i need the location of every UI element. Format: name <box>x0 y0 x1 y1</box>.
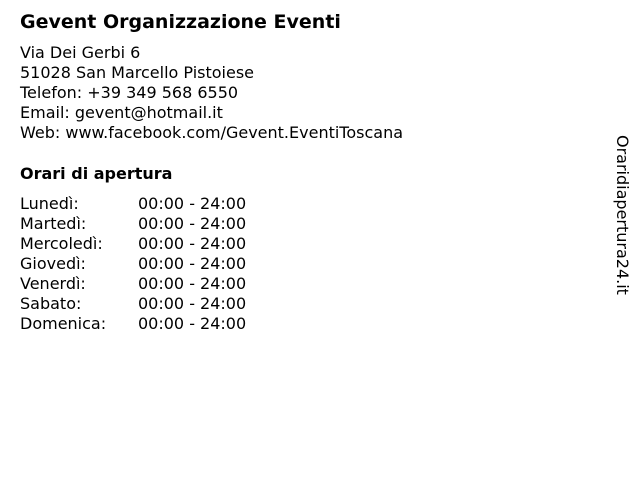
hours-row-friday <box>20 274 280 294</box>
time-range: 00:00 - 24:00 <box>138 234 247 253</box>
address-street: Via Dei Gerbi 6 <box>20 43 141 62</box>
hours-row-monday <box>20 194 280 214</box>
day-label: Venerdì: <box>20 274 86 293</box>
hours-row-thursday <box>20 254 280 274</box>
phone-line: Telefon: +39 349 568 6550 <box>20 83 239 102</box>
site-watermark: Orari​diapertura24.it <box>613 135 632 295</box>
address-city: 51028 San Marcello Pistoiese <box>20 63 255 82</box>
opening-hours-table <box>20 194 280 334</box>
day-label: Lunedì: <box>20 194 79 213</box>
hours-row-sunday <box>20 314 280 334</box>
day-label: Sabato: <box>20 294 82 313</box>
time-range: 00:00 - 24:00 <box>138 194 247 213</box>
time-range: 00:00 - 24:00 <box>138 294 247 313</box>
day-label: Domenica: <box>20 314 107 333</box>
time-range: 00:00 - 24:00 <box>138 314 247 333</box>
web-line: Web: www.facebook.com/Gevent.EventiToscana <box>20 123 404 142</box>
time-range: 00:00 - 24:00 <box>138 274 247 293</box>
time-range: 00:00 - 24:00 <box>138 214 247 233</box>
email-line: Email: gevent@hotmail.it <box>20 103 223 122</box>
opening-hours-heading: Orari di apertura <box>20 164 173 183</box>
business-name: Gevent Organizzazione Eventi <box>20 11 341 33</box>
time-range: 00:00 - 24:00 <box>138 254 247 273</box>
hours-row-saturday <box>20 294 280 314</box>
day-label: Martedì: <box>20 214 87 233</box>
contact-block <box>20 43 403 143</box>
day-label: Mercoledì: <box>20 234 103 253</box>
hours-row-wednesday <box>20 234 280 254</box>
hours-row-tuesday <box>20 214 280 234</box>
day-label: Giovedì: <box>20 254 86 273</box>
